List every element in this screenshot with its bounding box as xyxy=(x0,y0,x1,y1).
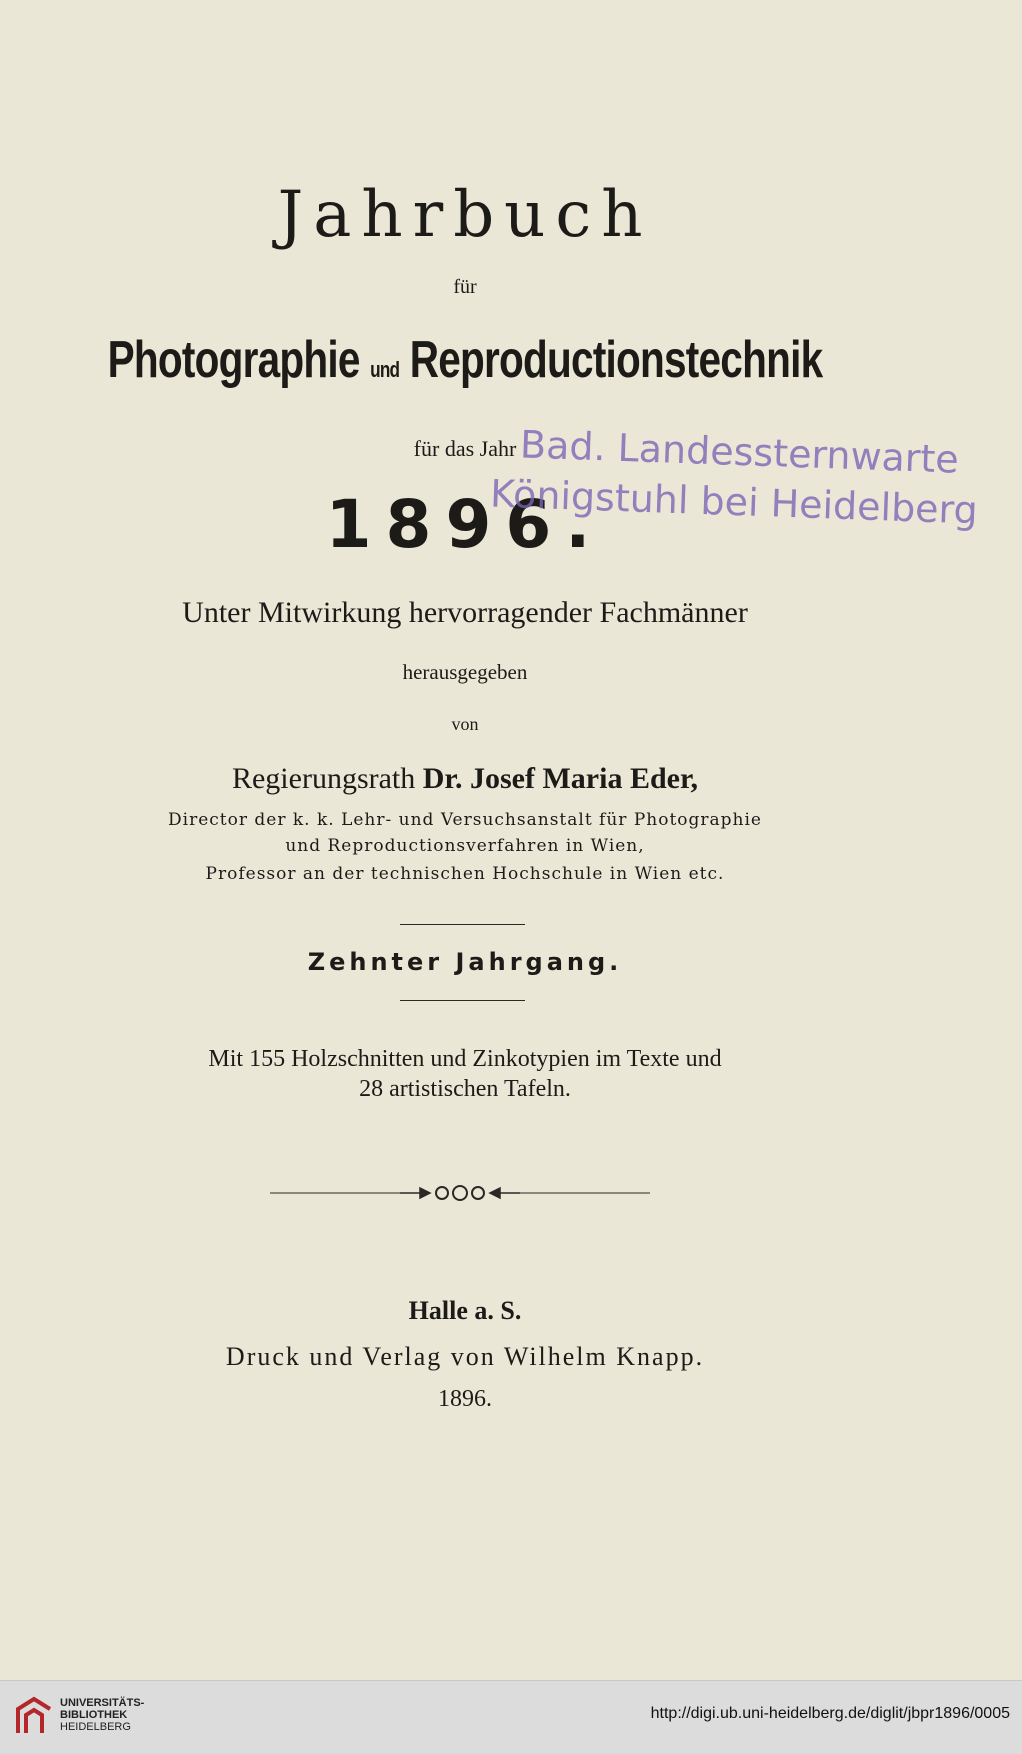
main-title-part2: Reproductionstechnik xyxy=(409,331,823,389)
ornament-divider xyxy=(270,1178,650,1208)
permalink-url[interactable]: http://digi.ub.uni-heidelberg.de/diglit/jbpr1896/0005 xyxy=(650,1705,1010,1722)
main-title xyxy=(102,330,827,390)
von: von xyxy=(451,714,479,734)
illustrations-line-2: 28 artistischen Tafeln. xyxy=(359,1076,571,1102)
library-stamp xyxy=(470,422,980,550)
logo-line-2: BIBLIOTHEK xyxy=(60,1709,128,1721)
stamp-line-2: Königstuhl bei Heidelberg xyxy=(489,471,979,533)
contributors-line: Unter Mitwirkung hervorragender Fachmänner xyxy=(182,596,748,629)
stamp-line-1: Bad. Landessternwarte xyxy=(519,422,960,482)
viewer-footer xyxy=(0,1680,1022,1754)
fuer-das-jahr: für das Jahr xyxy=(413,436,517,461)
illustrations-line-1: Mit 155 Holzschnitten und Zinkotypien im Texte und xyxy=(208,1046,722,1072)
logo-line-1: UNIVERSITÄTS- xyxy=(60,1697,145,1709)
logo-line-3: HEIDELBERG xyxy=(60,1721,131,1733)
title-jahrbuch: Jahrbuch xyxy=(277,178,653,252)
year-big: 1896. xyxy=(325,486,605,563)
editor-desc-1: Director der k. k. Lehr- und Versuchsanstalt für Photographie xyxy=(168,810,762,830)
publisher: Druck und Verlag von Wilhelm Knapp. xyxy=(225,1342,705,1371)
divider-top xyxy=(400,924,525,925)
editor-line xyxy=(0,762,930,796)
place: Halle a. S. xyxy=(408,1296,522,1325)
divider-bottom xyxy=(400,1000,525,1001)
editor-desc-2: und Reproductionsverfahren in Wien, xyxy=(285,836,645,856)
main-title-und: und xyxy=(370,357,400,382)
editor-name: Dr. Josef Maria Eder, xyxy=(422,762,699,795)
publication-year: 1896. xyxy=(438,1386,492,1412)
university-library-logo-text[interactable] xyxy=(60,1697,144,1733)
editor-prefix: Regierungsrath xyxy=(231,762,416,795)
university-library-logo-icon[interactable] xyxy=(12,1695,56,1739)
herausgegeben: herausgegeben xyxy=(402,660,528,684)
editor-desc-3: Professor an der technischen Hochschule in Wien etc. xyxy=(205,864,725,884)
main-title-part1: Photographie xyxy=(107,331,360,389)
title-fuer: für xyxy=(453,276,477,298)
edition: Zehnter Jahrgang. xyxy=(307,948,623,976)
